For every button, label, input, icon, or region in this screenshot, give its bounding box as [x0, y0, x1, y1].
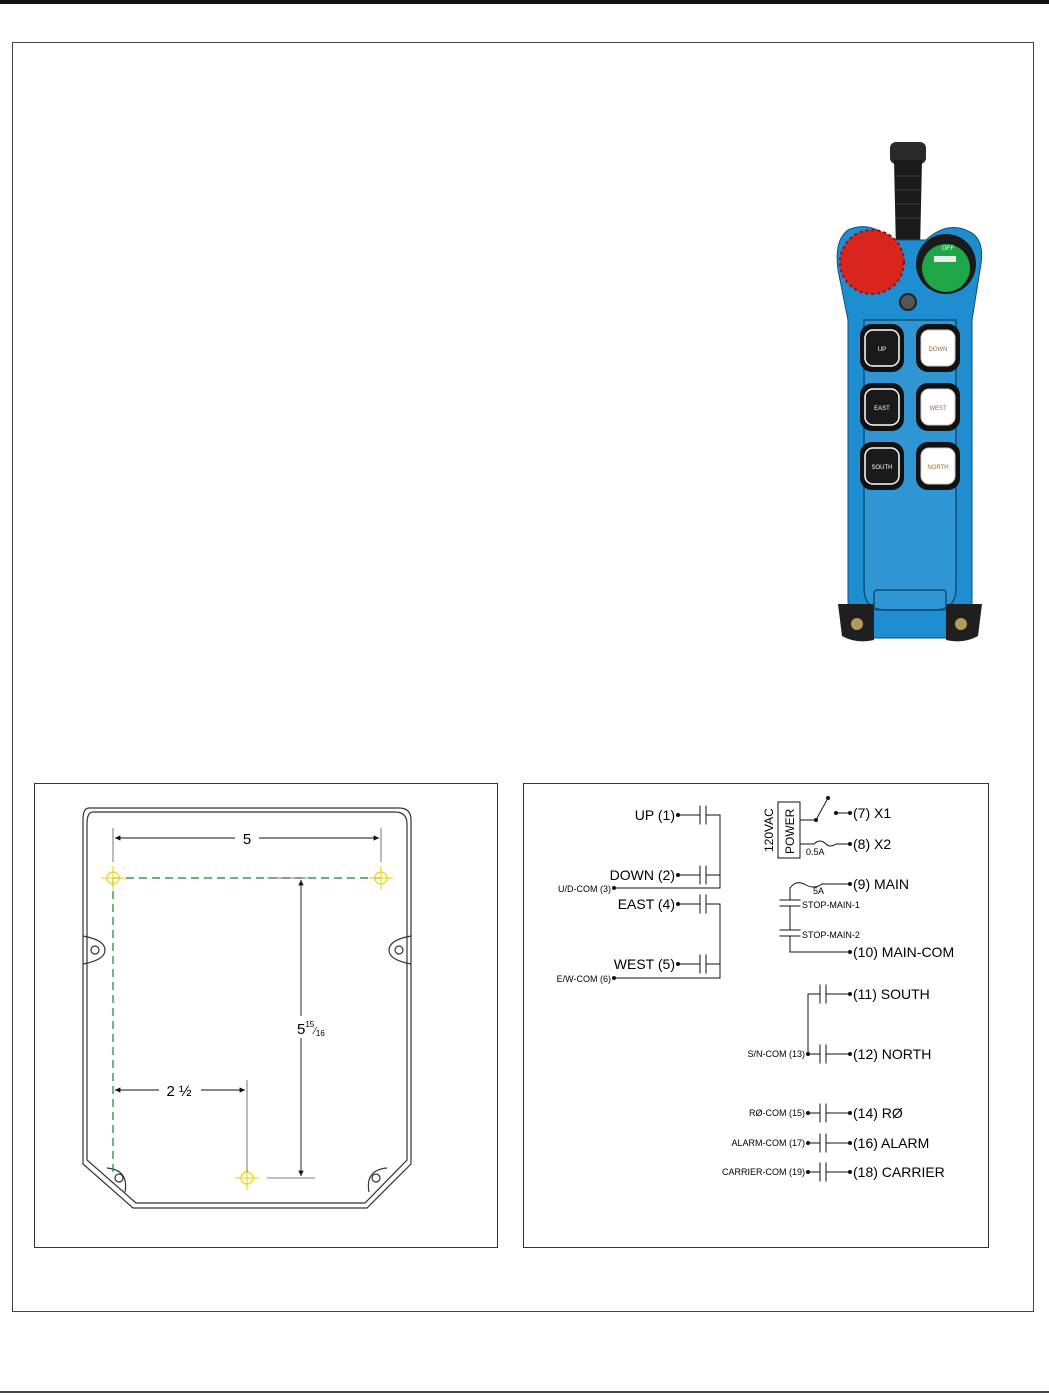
- fuse-main-label: 5A: [813, 886, 825, 896]
- bottom-right-lug-hole: [372, 1174, 380, 1182]
- terminal-main-com-label: (10) MAIN-COM: [853, 944, 955, 960]
- terminal-sn-com-label: S/N-COM (13): [747, 1049, 805, 1059]
- terminal-up-label: UP (1): [634, 807, 675, 823]
- key-switch-slot: [934, 256, 956, 262]
- remote-button-north[interactable]: [916, 442, 960, 490]
- left-lug-hole: [91, 946, 99, 954]
- terminal-ro-com-label: RØ-COM (15): [749, 1108, 805, 1118]
- terminal-east-label: EAST (4): [617, 896, 675, 912]
- remote-button-label: DOWN: [928, 347, 948, 353]
- remote-button-label: UP: [877, 347, 887, 353]
- stop-main-1-label: STOP-MAIN-1: [802, 900, 860, 910]
- voltage-label: 120VAC: [762, 808, 776, 852]
- bottom-left-lug-hole: [115, 1174, 123, 1182]
- offset-dimension-label: 2 ½: [166, 1083, 192, 1100]
- terminal-carrier-label: (18) CARRIER: [853, 1164, 945, 1180]
- left-screw: [851, 618, 863, 630]
- mounting-hole-top-left: [101, 866, 125, 890]
- remote-button-label: WEST: [929, 406, 947, 412]
- mounting-hole-top-right: [369, 866, 393, 890]
- remote-button-down[interactable]: [916, 324, 960, 372]
- power-indicator: [900, 294, 916, 310]
- terminal-carrier-com-label: CARRIER-COM (19): [721, 1167, 805, 1177]
- terminal-x2-label: (8) X2: [853, 836, 892, 852]
- mounting-diagram-panel: [34, 783, 498, 1248]
- terminal-ro-label: (14) RØ: [853, 1105, 903, 1121]
- power-box-label: POWER: [783, 808, 797, 854]
- top-rule: [0, 0, 1049, 4]
- terminal-alarm-com-label: ALARM-COM (17): [731, 1138, 805, 1148]
- terminal-down-label: DOWN (2): [609, 867, 675, 883]
- right-screw: [955, 618, 967, 630]
- terminal-west-label: WEST (5): [613, 956, 675, 972]
- remote-button-east[interactable]: [860, 383, 904, 431]
- remote-button-south[interactable]: [860, 442, 904, 490]
- terminal-ew-com-label: E/W-COM (6): [556, 974, 611, 984]
- remote-transmitter-image: [830, 140, 990, 655]
- terminal-south-label: (11) SOUTH: [853, 986, 930, 1002]
- terminal-north-label: (12) NORTH: [853, 1046, 932, 1062]
- remote-button-label: NORTH: [927, 465, 949, 471]
- remote-button-west[interactable]: [916, 383, 960, 431]
- right-lug-hole: [395, 946, 403, 954]
- terminal-x1-label: (7) X1: [853, 805, 892, 821]
- remote-button-label: SOUTH: [871, 465, 893, 471]
- antenna: [894, 160, 922, 250]
- terminal-alarm-label: (16) ALARM: [853, 1135, 930, 1151]
- wiring-diagram-panel: [523, 783, 989, 1248]
- stop-main-2-label: STOP-MAIN-2: [802, 930, 860, 940]
- fuse-small-label: 0.5A: [806, 847, 825, 857]
- remote-button-label: EAST: [874, 406, 890, 412]
- remote-button-up[interactable]: [860, 324, 904, 372]
- terminal-ud-com-label: U/D-COM (3): [558, 884, 611, 894]
- bottom-rule: [0, 1391, 1049, 1393]
- terminal-main-label: (9) MAIN: [853, 876, 909, 892]
- key-switch-label: OFF: [942, 246, 954, 252]
- height-dimension-label: $5^{15}_⁄16$: [297, 1020, 325, 1038]
- width-dimension-label: 5: [242, 831, 252, 848]
